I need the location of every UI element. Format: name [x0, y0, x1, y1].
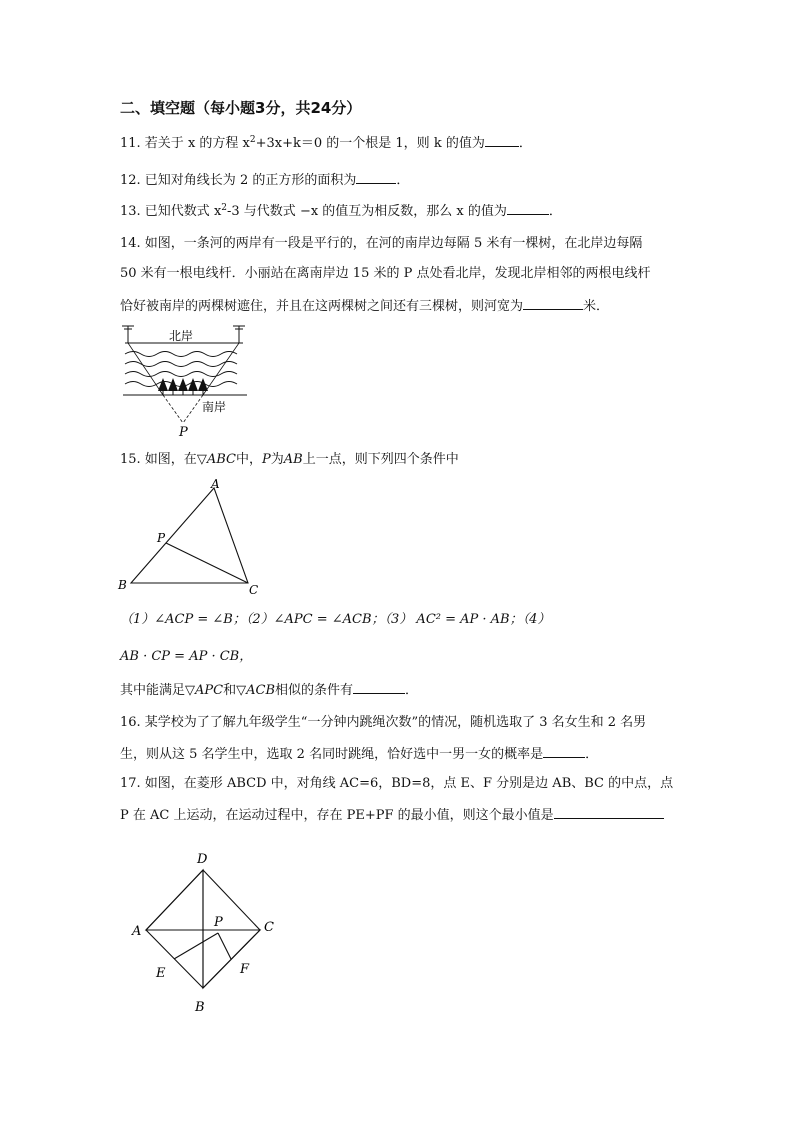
tree-icons	[158, 378, 208, 395]
answer-blank-14[interactable]	[523, 296, 583, 310]
question-16-line-1: 16. 某学校为了了解九年级学生“一分钟内跳绳次数”的情况，随机选取了 3 名女生和 2 名男	[120, 715, 647, 730]
rhombus-figure	[128, 845, 278, 1015]
vertex-b-label: B	[195, 1000, 205, 1015]
sight-line-right	[203, 343, 239, 395]
point-f-label: F	[240, 962, 250, 977]
pole-right-icon	[233, 326, 245, 343]
pole-left-icon	[122, 326, 134, 343]
question-14-line-3: 恰好被南岸的两棵树遮住，并且在这两棵树之间还有三棵树，则河宽为 米．	[120, 296, 609, 316]
question-12: 12. 已知对角线长为 2 的正方形的面积为 ．	[120, 170, 409, 190]
question-13: 13. 已知代数式 $x^2-3$ 与代数式 −x 的值互为相反数，那么 x 的值为 ．	[120, 203, 562, 219]
triangle-abc	[131, 488, 248, 583]
question-17-line-2: P 在 AC 上运动，在运动过程中，存在 PE+PF 的最小值，则这个最小值是	[120, 805, 664, 825]
answer-blank-17[interactable]	[554, 805, 664, 819]
vertex-c-label: C	[249, 583, 259, 597]
vertex-b-label: B	[118, 578, 127, 592]
point-p-label: P	[179, 425, 188, 440]
segment-pe	[174, 933, 218, 959]
answer-blank-11[interactable]	[485, 133, 519, 147]
question-15-conditions-2: AB · CP = AP · CB，	[120, 649, 253, 664]
river-waves	[125, 352, 237, 387]
answer-blank-16[interactable]	[543, 744, 585, 758]
vertex-c-label: C	[264, 920, 274, 935]
river-figure	[115, 320, 255, 442]
answer-blank-13[interactable]	[507, 201, 549, 215]
question-15-line-1: 15. 如图，在▽ABC中，P为AB上一点，则下列四个条件中	[120, 452, 459, 467]
point-p-label: P	[214, 915, 223, 930]
south-bank-label: 南岸	[202, 400, 227, 414]
question-14-line-2: 50 米有一根电线杆．小丽站在离南岸边 15 米的 P 点处看北岸，发现北岸相邻的两根电线杆	[120, 266, 651, 281]
point-e-label: E	[156, 966, 166, 981]
vertex-a-label: A	[132, 924, 142, 939]
question-17-line-1: 17. 如图，在菱形 ABCD 中，对角线 AC=6，BD=8，点 E、F 分别是边 AB、BC 的中点，点	[120, 776, 674, 791]
north-bank-label: 北岸	[169, 329, 194, 343]
answer-blank-15[interactable]	[353, 680, 405, 694]
question-15-line-3: 其中能满足▽APC和▽ACB相似的条件有 ．	[120, 680, 418, 700]
section-title: 二、填空题（每小题3分，共24分）	[120, 99, 362, 117]
triangle-symbol: ▽	[196, 452, 207, 467]
question-16-line-2: 生，则从这 5 名学生中，选取 2 名同时跳绳，恰好选中一男一女的概率是 ．	[120, 744, 598, 764]
dashed-line-right	[183, 395, 203, 423]
dashed-line-left	[163, 395, 183, 423]
question-11: 11. 若关于 x 的方程 $x^2+3x+k=0$ 的一个根是 1，则 k 的值为 ．	[120, 135, 532, 151]
question-14-line-1: 14. 如图，一条河的两岸有一段是平行的，在河的南岸边每隔 5 米有一棵树，在北岸边每隔	[120, 236, 643, 251]
question-15-conditions-1: （1）∠ACP = ∠B；（2）∠APC = ∠ACB；（3） AC² = AP · AB；（4）	[120, 612, 551, 627]
vertex-d-label: D	[197, 852, 208, 867]
vertex-a-label: A	[211, 477, 220, 491]
segment-pf	[218, 933, 231, 959]
point-p-label: P	[157, 531, 166, 545]
answer-blank-12[interactable]	[356, 170, 396, 184]
sight-line-left	[128, 343, 163, 395]
triangle-figure	[115, 477, 265, 597]
